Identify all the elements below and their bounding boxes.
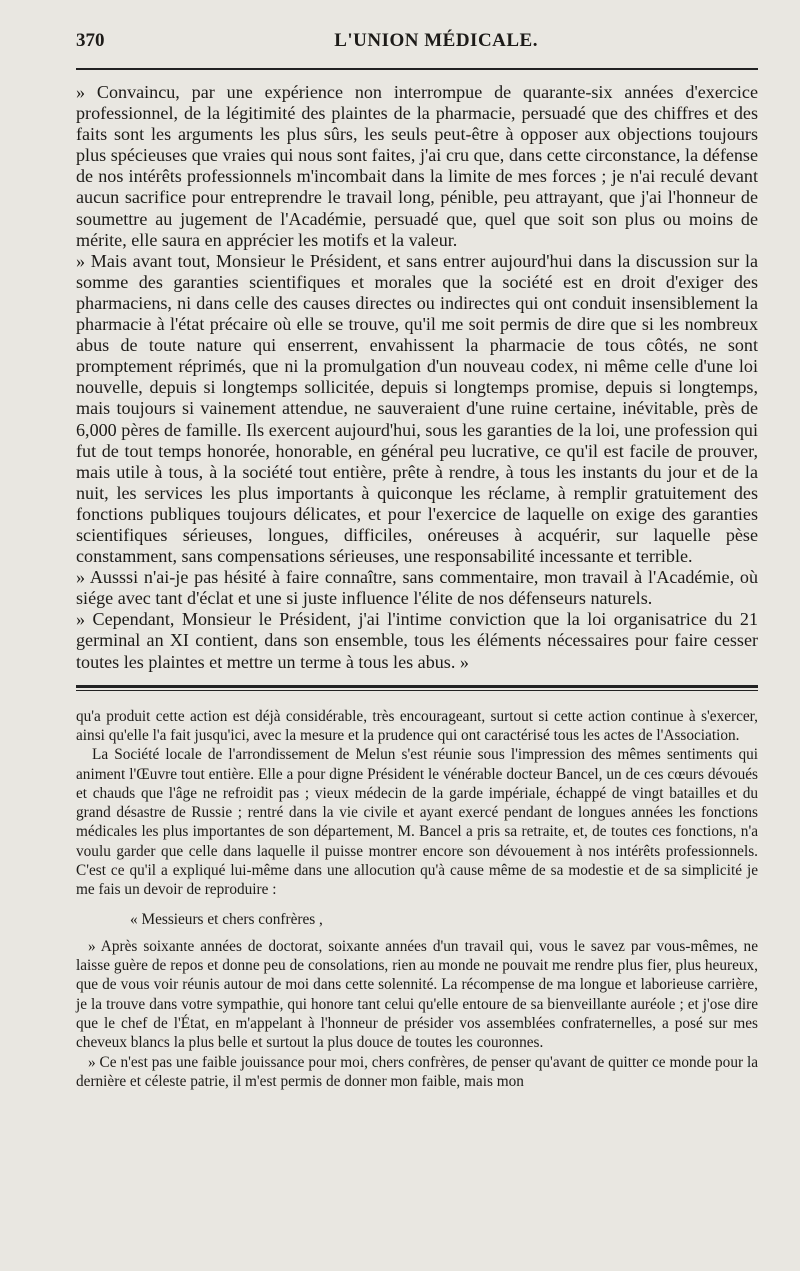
main-paragraph: » Mais avant tout, Monsieur le Président, et sans entrer aujourd'hui dans la discussion sur la somme des garanties scientifiques et morales que la société est en droit d'exiger des pharmaciens, ni dans celle des causes directes ou indirectes qui ont conduit insensiblement la pharmacie à l'état précaire où elle se trouve, qu'il me soit permis de dire que si les nombreux abus de toute nature qui enserrent, envahissent la pharmacie de tous côtés, ne sont promptement réprimés, que ni la promulgation d'un nouveau codex, ni même celle d'une loi nouvelle, depuis si longtemps sollicitée, depuis si longtemps promise, depuis si longtemps, mais toujours si vainement attendue, ne sauveraient d'une ruine certaine, inévitable, près de 6,000 pères de famille. Ils exercent aujourd'hui, sous les garanties de la loi, une profession qui fut de tout temps honorée, honorable, en général peu lucrative, ce qu'il est facile de prouver, mais utile à tous, à la société tout entière, prête à rendre, à tous les instants du jour et de la nuit, les services les plus importants à quiconque les réclame, à remplir gratuitement des fonctions publiques toujours délicates, et pour l'exercice de laquelle on exige des garanties scientifiques sérieuses, longues, difficiles, onéreuses à acquérir, sur laquelle pèse constamment, sans compensations sérieuses, une responsabilité incessante et terrible. bbox=[76, 250, 758, 567]
page-number: 370 bbox=[76, 30, 105, 51]
main-paragraph: » Cependant, Monsieur le Président, j'ai l'intime conviction que la loi organisatrice du 21 germinal an XI contient, dans son ensemble, tous les éléments nécessaires pour faire cesser toutes les plaintes et mettre un terme à tous les abus. » bbox=[76, 609, 758, 672]
running-title: L'UNION MÉDICALE. bbox=[334, 30, 538, 51]
quote-salutation: « Messieurs et chers confrères , bbox=[130, 910, 323, 928]
sub-paragraph: » Ce n'est pas une faible jouissance pour moi, chers confrères, de penser qu'avant de quitter ce monde pour la dernière et céleste patrie, il m'est permis de donner mon faible, mais mon bbox=[76, 1053, 758, 1090]
main-text-column bbox=[76, 82, 758, 673]
feuilleton-column bbox=[76, 707, 758, 1092]
main-paragraph: » Ausssi n'ai-je pas hésité à faire connaître, sans commentaire, mon travail à l'Académie, où siége avec tant d'éclat et une si juste influence l'élite de nos défenseurs naturels. bbox=[76, 567, 758, 609]
main-paragraph: » Convaincu, par une expérience non interrompue de quarante-six années d'exercice professionnel, de la légitimité des plaintes de la pharmacie, persuadé que des chiffres et des faits sont les arguments les plus sûrs, les seuls peut-être à opposer aux objections toujours plus spécieuses que vraies qui nous sont faites, j'ai cru que, dans cette circonstance, la défense de nos intérêts professionnels m'incombait dans la limite de mes forces ; je n'ai reculé devant aucun sacrifice pour entreprendre le travail long, pénible, peu attrayant, que j'ai l'honneur de soumettre au jugement de l'Académie, persuadé que, quel que soit son plus ou moins de mérite, elle saura en apprécier les motifs et la valeur. bbox=[76, 82, 758, 250]
sub-paragraph: La Société locale de l'arrondissement de Melun s'est réunie sous l'impression des mêmes sentiments qui animent l'Œuvre tout entière. Elle a pour digne Président le vénérable docteur Bancel, un de ces cœurs dévoués et chauds que l'âge ne refroidit pas ; vieux médecin de la garde impériale, échappé de vingt batailles et du grand désastre de Russie ; rentré dans la vie civile et ayant exercé pendant de longues années les fonctions médicales les plus importantes de son département, M. Bancel a pris sa retraite, et, de toutes ces fonctions, n'a voulu garder que celle dans laquelle il puisse montrer encore son dévouement à nos intérêts professionnels. C'est ce qu'il a expliqué lui-même dans une allocution qu'à cause même de sa modestie et de sa simplicité je me fais un devoir de reproduire : bbox=[76, 746, 758, 899]
sub-paragraph: » Après soixante années de doctorat, soixante années d'un travail qui, vous le savez par vous-mêmes, ne laisse guère de repos et donne peu de consolations, rien au monde ne pouvait me rendre plus fier, plus heureux, que de vous voir réunis autour de moi dans cette solennité. La récompense de ma longue et laborieuse carrière, je la trouve dans votre sympathie, qui honore tant celui qu'elle entoure de sa bienveillante auréole ; et j'ose dire que le chef de l'État, en m'appelant à l'honneur de présider vos assemblées confraternelles, a posé sur mes cheveux blancs la plus belle et surtout la plus douce de toutes les couronnes. bbox=[76, 937, 758, 1052]
sub-paragraph: qu'a produit cette action est déjà considérable, très encourageant, surtout si cette action continue à s'exercer, ainsi qu'elle l'a fait jusqu'ici, avec la mesure et la prudence qui ont caractérisé tous les actes de l'Association. bbox=[76, 707, 758, 744]
page-header bbox=[76, 30, 758, 64]
section-divider bbox=[76, 685, 758, 691]
header-rule bbox=[76, 68, 758, 70]
